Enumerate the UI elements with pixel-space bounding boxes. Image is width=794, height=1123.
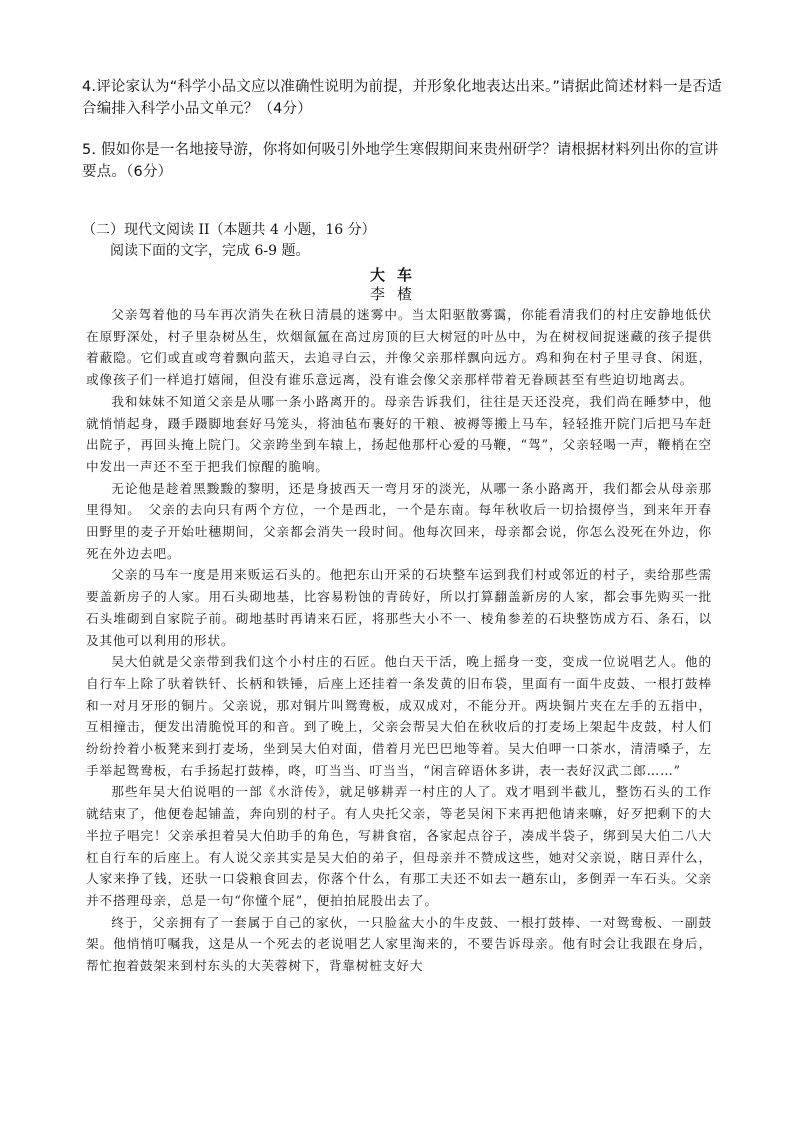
story-paragraph: 吴大伯就是父亲带到我们这个小村庄的石匠。他白天干活，晚上摇身一变，变成一位说唱艺人。他的自行车上除了驮着铁钎、长柄和铁锤，后座上还挂着一条发黄的旧布袋，里面有一面牛皮鼓、一根打鼓棒和一对月牙形的铜片。父亲说，那对铜片叫鸳鸯板，成双成对，不能分开。两块铜片夹在左手的五指中，互相撞击，便发出清脆悦耳的和音。到了晚上，父亲会帮吴大伯在秋收后的打麦场上架起牛皮鼓，村人们纷纷拎着小板凳来到打麦场，坐到吴大伯对面，借着月光巴巴地等着。吴大伯呷一口茶水，清清嗓子，左手举起鸳鸯板，右手扬起打鼓棒，咚，叮当当、叮当当，“闲言碎语休多讲，表一表好汉武二郎……”: [86, 654, 712, 778]
section-instruction: 阅读下面的文字，完成 6-9 题。: [110, 243, 310, 259]
story-paragraph: 无论他是趁着黑黢黢的黎明，还是身披西天一弯月牙的淡光，从哪一条小路离开，我们都会从母亲那里得知。 父亲的去向只有两个方位，一个是西北，一个是东南。每年秋收后一切拾掇停当，到来年开春田野里的麦子开始吐穗期间，父亲都会消失一段时间。他每次回来，母亲都会说，你怎么没死在外边，你死在外边去吧。: [86, 480, 712, 561]
question-4: 4.评论家认为“科学小品文应以准确性说明为前提，并形象化地表达出来。”请据此简述材料一是否适合编排入科学小品文单元？（4分）: [82, 79, 722, 117]
story-paragraph: 那些年吴大伯说唱的一部《水浒传》，就足够耕弄一村庄的人了。戏才唱到半截儿，整饬石头的工作就结束了，他便卷起铺盖，奔向别的村子。有人央托父亲，等老吴闲下来再把他请来嘛，好歹把剩下的大半拉子唱完！父亲承担着吴大伯助手的角色，写耕食宿，各家起点谷子，凑成半袋子，绑到吴大伯二八大杠自行车的后座上。有人说父亲其实是吴大伯的弟子，但母亲并不赞成这些，她对父亲说，瞎日弄什么，人家来挣了钱，还驮一口袋粮食回去，你落个什么，有那工夫还不如去一趟东山，多倒弄一车石头。父亲并不搭理母亲，总是一句“你懂个屁”，便拍拍屁股出去了。: [86, 784, 712, 908]
story-author: 李楂: [369, 285, 424, 303]
section-heading: （二）现代文阅读 II（本题共 4 小题，16 分）: [82, 222, 376, 238]
story-paragraph: 父亲的马车一度是用来贩运石头的。他把东山开采的石块整车运到我们村或邻近的村子，卖给那些需要盖新房子的人家。用石头砌地基，比容易粉蚀的青砖好，所以打算翻盖新房的人家，都会事先购买一批石头堆砌到自家院子前。砌地基时再请来石匠，将那些大小不一、棱角参差的石块整饬成方石、条石，以及其他可以利用的形状。: [86, 567, 712, 648]
story-paragraph: 父亲驾着他的马车再次消失在秋日清晨的迷雾中。当太阳驱散雾霭，你能看清我们的村庄安静地低伏在原野深处，村子里杂树丛生，炊烟氤氲在高过房顶的巨大树冠的叶丛中，为在树杈间捉迷藏的孩子提供着蔽隐。它们或直或弯着飘向蓝天，去追寻白云，并像父亲那样飘向远方。鸡和狗在村子里寻食、闲逛，或像孩子们一样追打嬉闹，但没有谁乐意远离，没有谁会像父亲那样带着无眷顾甚至有些迫切地离去。: [86, 307, 712, 388]
story-paragraph: 终于，父亲拥有了一套属于自己的家伙，一只脸盆大小的牛皮鼓、一根打鼓棒、一对鸳鸯板、一副鼓架。他悄悄叮嘱我，这是从一个死去的老说唱艺人家里淘来的，不要告诉母亲。他有时会让我跟在身后，帮忙抱着鼓架来到村东头的大芙蓉树下，背靠树桩支好大: [86, 914, 712, 974]
question-5: 5. 假如你是一名地接导游，你将如何吸引外地学生寒假期间来贵州研学？请根据材料列出你的宣讲要点。（6分）: [82, 142, 719, 180]
story-paragraph: 我和妹妹不知道父亲是从哪一条小路离开的。母亲告诉我们，往往是天还没亮，我们尚在睡梦中，他就悄悄起身，蹑手蹑脚地套好马笼头，将油毡布裹好的干粮、被褥等搬上马车，轻轻推开院门后把马车赶出院子，再回头掩上院门。父亲跨坐到车辕上，扬起他那杆心爱的马鞭，“驾”，父亲轻喝一声，鞭梢在空中发出一声还不至于把我们惊醒的脆响。: [86, 393, 712, 474]
story-body: [86, 304, 712, 977]
story-title: 大车: [369, 266, 424, 284]
